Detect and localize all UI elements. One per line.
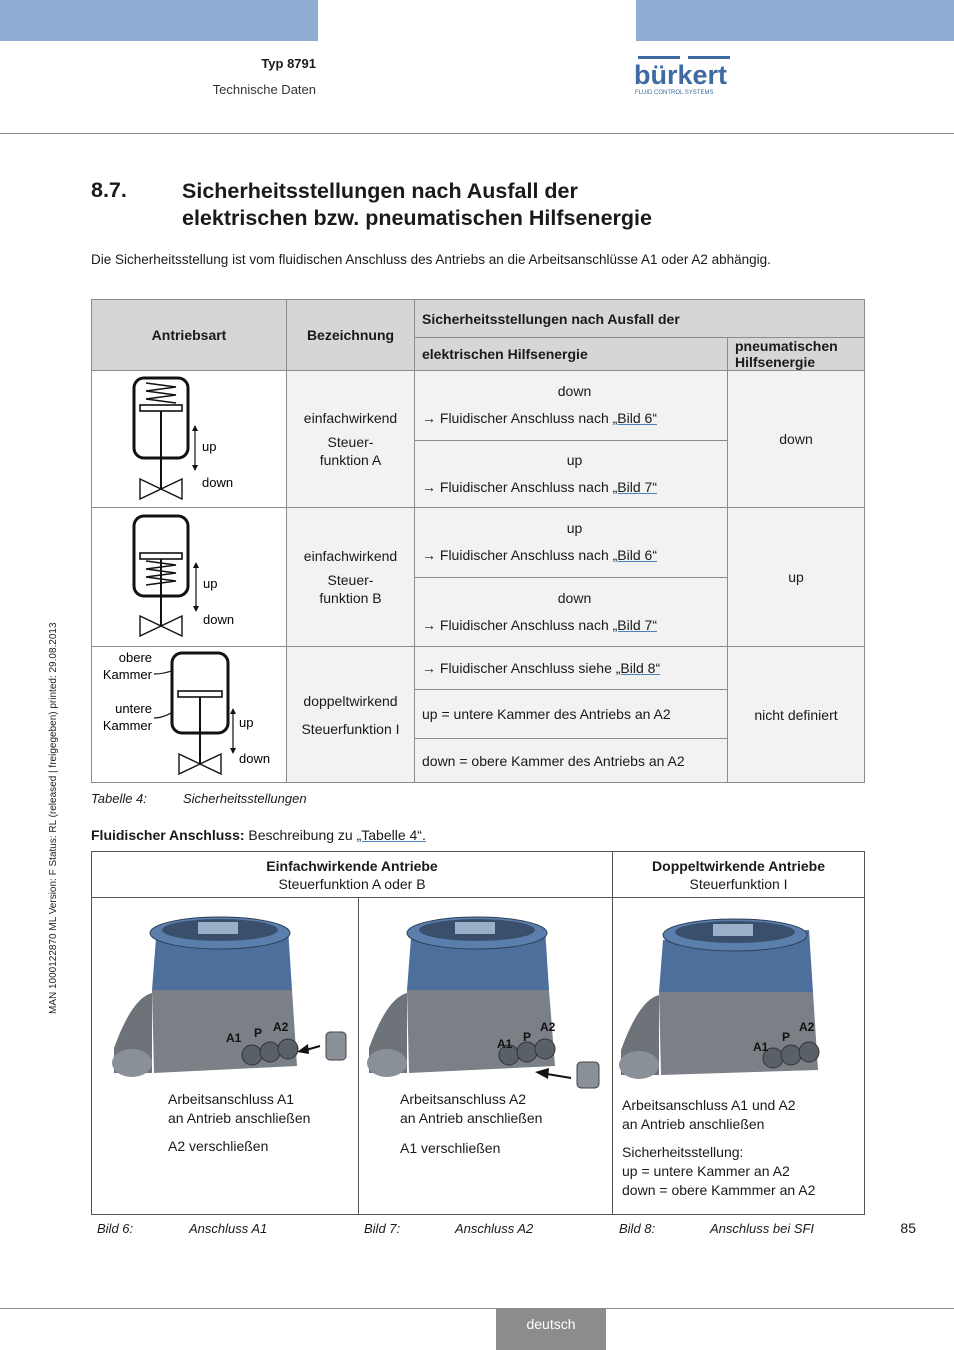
svg-text:Kammer: Kammer	[102, 666, 152, 682]
svg-text:A2: A2	[540, 1020, 556, 1034]
table4-caption-label: Tabelle 4:	[91, 791, 147, 806]
svg-text:up: up	[202, 439, 217, 454]
language-tab[interactable]: deutsch	[496, 1309, 606, 1350]
svg-text:A1: A1	[753, 1040, 769, 1054]
header-safety: Sicherheitsstellungen nach Ausfall der	[415, 300, 865, 338]
footer-rule	[0, 1308, 954, 1309]
link-bild-6[interactable]: „Bild 6“	[612, 547, 657, 564]
svg-text:A2: A2	[799, 1020, 815, 1034]
svg-text:A1: A1	[226, 1031, 242, 1045]
electric-i-1: → Fluidischer Anschluss siehe „Bild 8“	[415, 647, 728, 690]
svg-text:Kammer: Kammer	[102, 717, 152, 733]
actuator-diagram-b	[92, 508, 287, 647]
section-title	[182, 178, 902, 232]
double-acting-header: Doppeltwirkende Antriebe Steuerfunktion I	[613, 852, 865, 898]
bild7-caption-label: Bild 7:	[364, 1221, 401, 1236]
section-title-line2: elektrischen bzw. pneumatischen Hilfsenergie	[182, 206, 652, 230]
device-illustration-sfi	[613, 898, 865, 1096]
safety-positions-table	[91, 299, 865, 783]
electric-b-2: down → Fluidischer Anschluss nach „Bild 7“	[415, 577, 728, 647]
single-acting-header: Einfachwirkende Antriebe Steuerfunktion A oder B	[92, 852, 613, 898]
bild7-caption-text: Anschluss A2	[455, 1221, 534, 1236]
svg-text:obere: obere	[118, 649, 152, 665]
svg-text:bürkert: bürkert	[634, 60, 728, 90]
figure-cell-sfi: A1 P A2 Arbeitsanschluss A1 und A2 an Antrieb anschließen Sicherheitsstellung: up = untere Kammer an A2 down = obere Kammmer an A2	[613, 898, 865, 1215]
svg-text:up: up	[239, 714, 254, 730]
header-electric: elektrischen Hilfsenergie	[415, 338, 728, 371]
pneumatic-i: nicht definiert	[728, 647, 865, 783]
bezeichnung-a: einfachwirkend Steuer- funktion A	[287, 371, 415, 508]
device-illustration-a1	[92, 898, 358, 1090]
link-bild-6[interactable]: „Bild 6“	[612, 410, 657, 427]
burkert-logo	[634, 56, 744, 98]
svg-text:P: P	[782, 1030, 791, 1044]
section-title-line1: Sicherheitsstellungen nach Ausfall der	[182, 179, 578, 203]
svg-text:untere: untere	[115, 700, 152, 716]
svg-text:down: down	[239, 750, 271, 766]
svg-text:FLUID CONTROL SYSTEMS: FLUID CONTROL SYSTEMS	[635, 90, 714, 96]
header-rule	[0, 133, 954, 134]
doc-chapter: Technische Daten	[212, 82, 316, 97]
header-bezeichnung: Bezeichnung	[287, 300, 415, 371]
bild8-caption-label: Bild 8:	[619, 1221, 656, 1236]
link-bild-7[interactable]: „Bild 7“	[612, 616, 657, 633]
bezeichnung-i: doppeltwirkend Steuerfunktion I	[287, 647, 415, 783]
header-antriebsart: Antriebsart	[92, 300, 287, 371]
header-bar-left	[0, 0, 318, 41]
figure-cell-a1: A1 P A2 Arbeitsanschluss A1 an Antrieb anschließen A2 verschließen	[92, 898, 359, 1215]
bild8-caption-text: Anschluss bei SFI	[710, 1221, 815, 1236]
actuator-diagram-a	[92, 371, 287, 508]
svg-text:P: P	[254, 1026, 263, 1040]
svg-text:up: up	[203, 576, 218, 591]
intro-paragraph: Die Sicherheitsstellung ist vom fluidischen Anschluss des Antriebs an die Arbeitsanschlüsse A1 oder A2 abhängig.	[91, 252, 771, 267]
pneumatic-b: up	[728, 508, 865, 647]
electric-b-1: up → Fluidischer Anschluss nach „Bild 6“	[415, 508, 728, 578]
pneumatic-a: down	[728, 371, 865, 508]
electric-i-3: down = obere Kammer des Antriebs an A2	[415, 739, 728, 783]
print-metadata: MAN 1000122870 ML Version: F Status: RL (released | freigegeben) printed: 29.08.2013	[48, 622, 59, 1014]
bild6-caption-label: Bild 6:	[97, 1221, 134, 1236]
svg-text:down: down	[203, 612, 235, 627]
bezeichnung-b: einfachwirkend Steuer- funktion B	[287, 508, 415, 647]
connection-figures-table	[91, 851, 865, 1215]
svg-text:P: P	[523, 1030, 532, 1044]
svg-text:down: down	[202, 475, 234, 490]
header-pneumatic: pneumatischen Hilfsenergie	[728, 338, 865, 371]
fluid-connection-line: Fluidischer Anschluss: Beschreibung zu „Tabelle 4“.	[91, 827, 426, 843]
table4-caption-text: Sicherheitsstellungen	[183, 791, 307, 806]
svg-text:A2: A2	[273, 1020, 289, 1034]
doc-type: Typ 8791	[261, 56, 316, 71]
link-tabelle-4[interactable]: „Tabelle 4“.	[356, 827, 426, 843]
bild6-caption-text: Anschluss A1	[189, 1221, 268, 1236]
link-bild-7[interactable]: „Bild 7“	[612, 478, 657, 495]
electric-a-1: down → Fluidischer Anschluss nach „Bild 6“	[415, 371, 728, 441]
svg-text:A1: A1	[497, 1037, 513, 1051]
electric-i-2: up = untere Kammer des Antriebs an A2	[415, 690, 728, 739]
section-number: 8.7.	[91, 178, 127, 202]
actuator-diagram-i	[92, 647, 287, 783]
electric-a-2: up → Fluidischer Anschluss nach „Bild 7“	[415, 440, 728, 508]
device-illustration-a2	[359, 898, 613, 1090]
link-bild-8[interactable]: „Bild 8“	[615, 660, 661, 676]
header-bar-right	[636, 0, 954, 41]
figure-cell-a2: A1 P A2 Arbeitsanschluss A2 an Antrieb anschließen A1 verschließen	[359, 898, 613, 1215]
page-number: 85	[900, 1220, 916, 1236]
